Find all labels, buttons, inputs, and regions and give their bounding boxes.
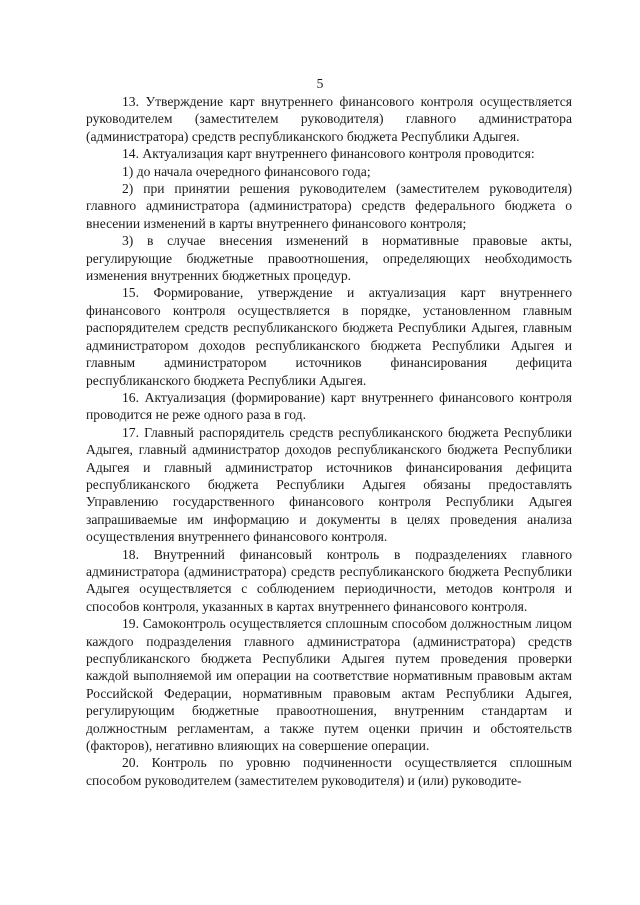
paragraph-14-item-2: 2) при принятии решения руководителем (заместителем руководителя) главного администратора (администратора) средств федерального бюджета о внесении изменений в карты внутреннего финансового контроля;: [86, 181, 572, 231]
paragraph-16: 16. Актуализация (формирование) карт внутреннего финансового контроля проводится не реже одного раза в год.: [86, 389, 572, 423]
paragraph-14-item-1: 1) до начала очередного финансового года;: [122, 163, 371, 179]
paragraph-14: 14. Актуализация карт внутреннего финансового контроля проводится:: [122, 146, 535, 162]
paragraph-13: 13. Утверждение карт внутреннего финансового контроля осуществляется руководителем (заместителем руководителя) главного администратора (администратора) средств республиканского бюджета Республики Адыгея.: [86, 94, 572, 144]
paragraph-20: 20. Контроль по уровню подчиненности осуществляется сплошным способом руководителем (заместителем руководителя) и (или) руководите-: [86, 755, 572, 788]
paragraph-15: 15. Формирование, утверждение и актуализация карт внутреннего финансового контроля осуществляется в порядке, установленном главным распорядителем средств республиканского бюджета Республики Адыгея, главным администратором доходов республиканского бюджета Республики Адыгея и главным администратором источников финансирования дефицита республиканского бюджета Республики Адыгея.: [86, 285, 572, 388]
paragraph-14-item-3: 3) в случае внесения изменений в нормативные правовые акты, регулирующие бюджетные правоотношения, определяющих необходимость изменения внутренних бюджетных процедур.: [86, 233, 572, 284]
paragraph-19: 19. Самоконтроль осуществляется сплошным способом должностным лицом каждого подразделения главного администратора (администратора) средств республиканского бюджета Республики Адыгея путем проведения проверки каждой выполняемой им операции на соответствие нормативным правовым актам Российской Федерации, нормативным правовым актам Республики Адыгея, регулирующим бюджетные правоотношения, внутренним стандартам и должностным регламентам, а также путем оценки причин и обстоятельств (факторов), негативно влияющих на совершение операции.: [86, 616, 572, 754]
paragraph-18: 18. Внутренний финансовый контроль в подразделениях главного администратора (администратора) средств республиканского бюджета Республики Адыгея осуществляется с соблюдением периодичности, методов контроля и способов контроля, указанных в картах внутреннего финансового контроля.: [86, 546, 572, 614]
document-body: [86, 93, 572, 789]
page-number: 5: [316, 76, 324, 91]
paragraph-17: 17. Главный распорядитель средств республиканского бюджета Республики Адыгея, главный администратор доходов республиканского бюджета Республики Адыгея и главный администратор источников финансирования дефицита республиканского бюджета Республики Адыгея обязаны предоставлять Управлению государственного финансового контроля Республики Адыгея запрашиваемые им информацию и документы в целях проведения анализа осуществления внутреннего финансового контроля.: [86, 424, 572, 545]
